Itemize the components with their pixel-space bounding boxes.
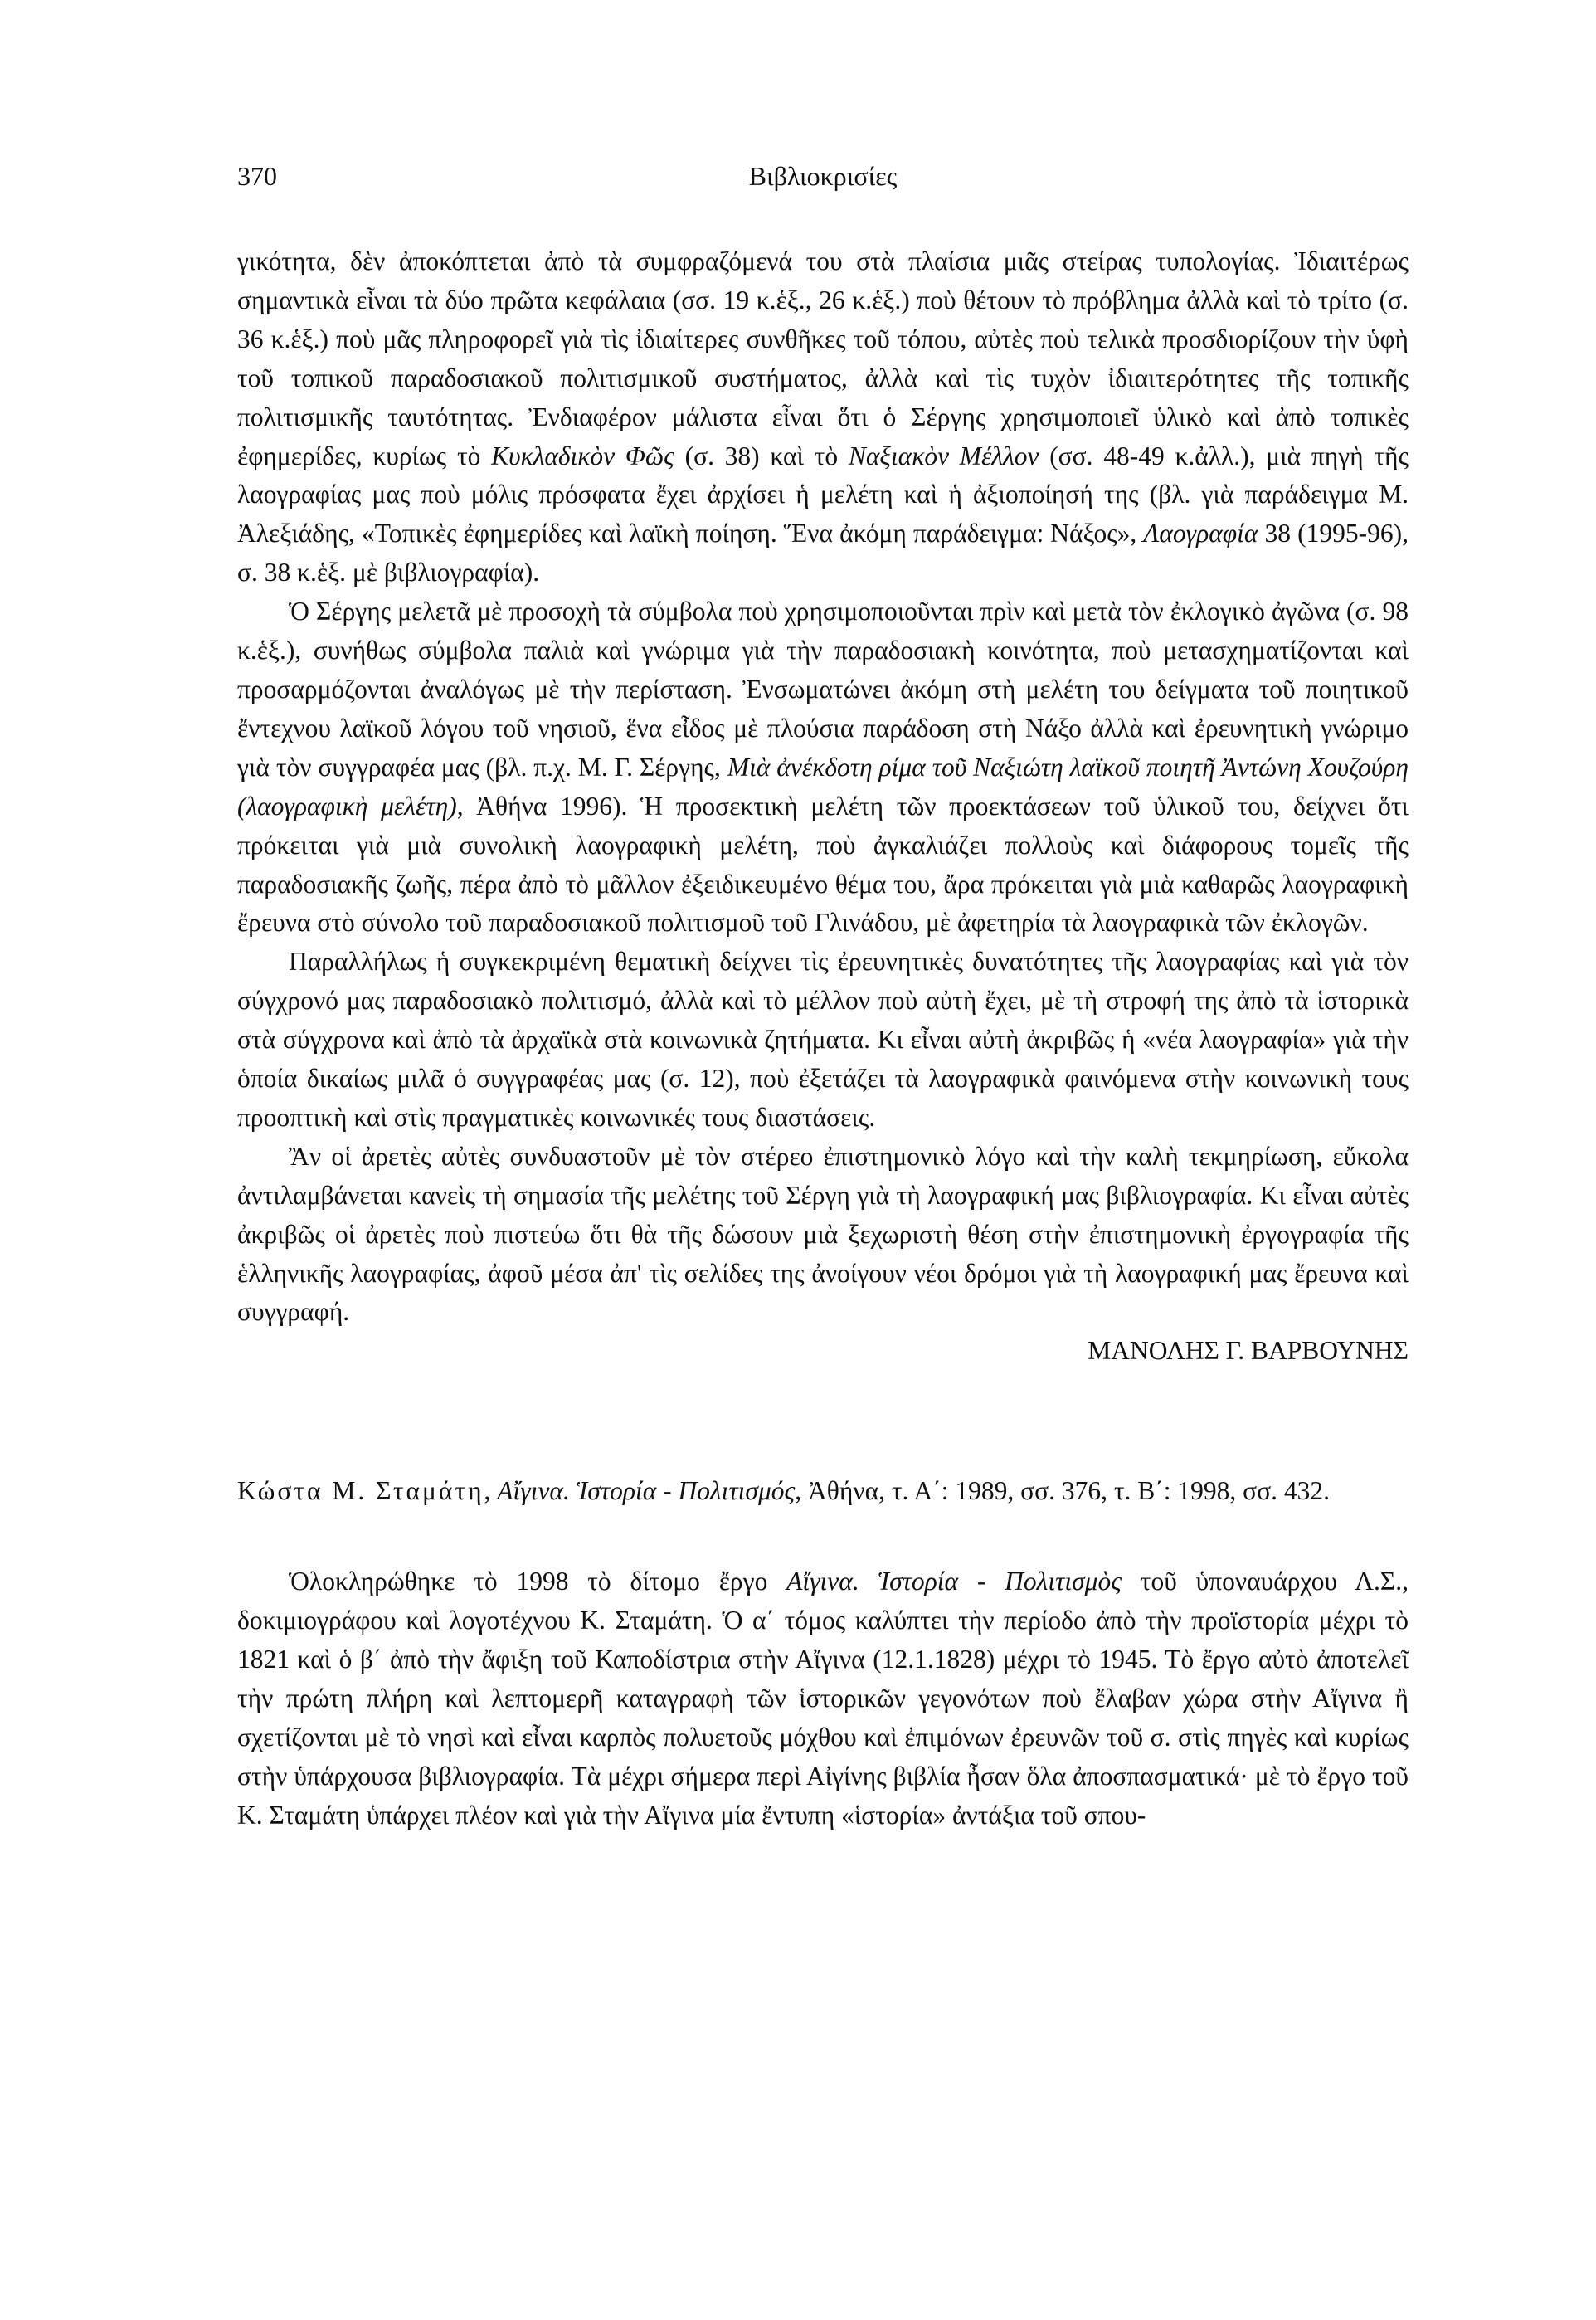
review1-paragraph-2 — [237, 592, 1409, 943]
text-segment: Παραλλήλως ἡ συγκεκριμένη θεματικὴ δείχνει τὶς ἐρευνητικὲς δυνατότητες τῆς λαογραφίας καὶ γιὰ τὸν σύγχρονό μας παραδοσιακὸ πολιτισμό, ἀλλὰ καὶ τὸ μέλλον ποὺ αὐτὴ ἔχει, μὲ τὴ στροφή της ἀπὸ τὰ ἱστορικὰ στὰ σύγχρονα καὶ ἀπὸ τὰ ἀρχαϊκὰ στὰ κοινωνικὰ ζητήματα. Κι εἶναι αὐτὴ ἀκριβῶς ἡ «νέα λαογραφία» γιὰ τὴν ὁποία δικαίως μιλᾶ ὁ συγγραφέας μας (σ. 12), ποὺ ἐξετάζει τὰ λαογραφικὰ φαινόμενα στὴν κοινωνικὴ τους προοπτικὴ καὶ στὶς πραγματικὲς κοινωνικές τους διαστάσεις. — [237, 947, 1409, 1132]
review1-paragraph-4 — [237, 1138, 1409, 1333]
text-segment: , Ἀθήνα, τ. Α΄: 1989, σσ. 376, τ. Β΄: 1998, σσ. 432. — [795, 1476, 1330, 1506]
italic-text-segment: Ναξιακὸν Μέλλον — [848, 441, 1039, 470]
text-segment: , Ἀθήνα 1996). Ἡ προσεκτικὴ μελέτη τῶν προεκτάσεων τοῦ ὑλικοῦ του, δείχνει ὅτι πρόκειται γιὰ μιὰ συνολικὴ λαογραφικὴ μελέτη, ποὺ ἀγκαλιάζει πολλοὺς καὶ διάφορους τομεῖς τῆς παραδοσιακῆς ζωῆς, πέρα ἀπὸ τὸ μᾶλλον ἐξειδικευμένο θέμα του, ἄρα πρόκειται γιὰ μιὰ καθαρῶς λαογραφικὴ ἔρευνα στὸ σύνολο τοῦ παραδοσιακοῦ πολιτισμοῦ τοῦ Γλινάδου, μὲ ἀφετηρία τὰ λαογραφικὰ τῶν ἐκλογῶν. — [237, 791, 1409, 938]
text-segment: Ὁ Σέργης μελετᾶ μὲ προσοχὴ τὰ σύμβολα ποὺ χρησιμοποιοῦνται πρὶν καὶ μετὰ τὸν ἐκλογικὸ ἀγῶνα (σ. 98 κ.ἑξ.), συνήθως σύμβολα παλιὰ καὶ γνώριμα γιὰ τὴν παραδοσιακὴ κοινότητα, ποὺ μετασχηματίζονται καὶ προσαρμόζονται ἀναλόγως μὲ τὴν περίσταση. Ἐνσωματώνει ἀκόμη στὴ μελέτη του δείγματα τοῦ ποιητικοῦ ἔντεχνου λαϊκοῦ λόγου τοῦ νησιοῦ, ἕνα εἶδος μὲ πλούσια παράδοση στὴ Νάξο ἀλλὰ καὶ ἐρευνητικὴ γνώριμο γιὰ τὸν συγγραφέα μας (βλ. π.χ. Μ. Γ. Σέργης, — [237, 597, 1409, 782]
italic-text-segment: Αἴγινα. Ἱστορία - Πολιτισμὸς — [786, 1567, 1122, 1596]
text-segment: (σσ. 48-49 κ.ἀλλ.), μιὰ πηγὴ τῆς λαογραφίας μας ποὺ μόλις πρόσφατα ἔχει ἀρχίσει ἡ μελέτη καὶ ἡ ἀξιοποίησή της (βλ. γιὰ παράδειγμα Μ. Ἀλεξιάδης, «Τοπικὲς ἐφημερίδες καὶ λαϊκὴ ποίηση. Ἕνα ἀκόμη παράδειγμα: Νάξος», — [237, 441, 1409, 548]
review2-paragraph-1 — [237, 1562, 1409, 1835]
italic-text-segment: Λαογραφία — [1143, 519, 1258, 548]
page-header — [237, 161, 1409, 194]
review2-bibliographic-entry — [237, 1472, 1409, 1511]
italic-text-segment: Κυκλαδικὸν Φῶς — [491, 441, 674, 470]
text-segment: , — [484, 1476, 498, 1506]
text-segment: Ἂν οἱ ἀρετὲς αὐτὲς συνδυαστοῦν μὲ τὸν στέρεο ἐπιστημονικὸ λόγο καὶ τὴν καλὴ τεκμηρίωση, εὔκολα ἀντιλαμβάνεται κανεὶς τὴ σημασία τῆς μελέτης τοῦ Σέργη γιὰ τὴ λαογραφική μας βιβλιογραφία. Κι εἶναι αὐτὲς ἀκριβῶς οἱ ἀρετὲς ποὺ πιστεύω ὅτι θὰ τῆς δώσουν μιὰ ξεχωριστὴ θέση στὴν ἐπιστημονικὴ ἐργογραφία τῆς ἑλληνικῆς λαογραφίας, ἀφοῦ μέσα ἀπ' τὶς σελίδες της ἀνοίγουν νέοι δρόμοι γιὰ τὴ λαογραφική μας ἔρευνα καὶ συγγραφή. — [237, 1141, 1409, 1327]
italic-text-segment: Αἴγινα. Ἱστορία - Πολιτισμός — [497, 1476, 796, 1506]
text-segment: γικότητα, δὲν ἀποκόπτεται ἀπὸ τὰ συμφραζόμενά του στὰ πλαίσια μιᾶς στείρας τυπολογίας. Ἰδιαιτέρως σημαντικὰ εἶναι τὰ δύο πρῶτα κεφάλαια (σσ. 19 κ.ἑξ., 26 κ.ἑξ.) ποὺ θέτουν τὸ πρόβλημα ἀλλὰ καὶ τὸ τρίτο (σ. 36 κ.ἑξ.) ποὺ μᾶς πληροφορεῖ γιὰ τὶς ἰδιαίτερες συνθῆκες τοῦ τόπου, αὐτὲς ποὺ τελικὰ προσδιορίζουν τὴν ὑφὴ τοῦ τοπικοῦ παραδοσιακοῦ πολιτισμικοῦ συστήματος, ἀλλὰ καὶ τὶς τυχὸν ἰδιαιτερότητες τῆς τοπικῆς πολιτισμικῆς ταυτότητας. Ἐνδιαφέρον μάλιστα εἶναι ὅτι ὁ Σέργης χρησιμοποιεῖ ὑλικὸ καὶ ἀπὸ τοπικὲς ἐφημερίδες, κυρίως τὸ — [237, 246, 1409, 470]
page-number: 370 — [237, 161, 277, 191]
text-segment: Ὁλοκληρώθηκε τὸ 1998 τὸ δίτομο ἔργο — [289, 1567, 787, 1596]
reviewer-signature: ΜΑΝΟΛΗΣ Γ. ΒΑΡΒΟΥΝΗΣ — [1088, 1336, 1409, 1366]
text-segment: τοῦ ὑποναυάρχου Λ.Σ., δοκιμιογράφου καὶ λογοτέχνου Κ. Σταμάτη. Ὁ α΄ τόμος καλύπτει τὴν περίοδο ἀπὸ τὴν προϊστορία μέχρι τὸ 1821 καὶ ὁ β΄ ἀπὸ τὴν ἄφιξη τοῦ Καποδίστρια στὴν Αἴγινα (12.1.1828) μέχρι τὸ 1945. Τὸ ἔργο αὐτὸ ἀποτελεῖ τὴν πρώτη πλήρη καὶ λεπτομερῆ καταγραφὴ τῶν ἱστορικῶν γεγονότων ποὺ ἔλαβαν χώρα στὴν Αἴγινα ἢ σχετίζονται μὲ τὸ νησὶ καὶ εἶναι καρπὸς πολυετοῦς μόχθου καὶ ἐπιμόνων ἐρευνῶν τοῦ σ. στὶς πηγὲς καὶ κυρίως στὴν ὑπάρχουσα βιβλιογραφία. Τὰ μέχρι σήμερα περὶ Αἰγίνης βιβλία ἦσαν ὅλα ἀποσπασματικά· μὲ τὸ ἔργο τοῦ Κ. Σταμάτη ὑπάρχει πλέον καὶ γιὰ τὴν Αἴγινα μία ἔντυπη «ἱστορία» ἀντάξια τοῦ σπου- — [237, 1567, 1409, 1830]
review1-paragraph-1 — [237, 242, 1409, 592]
text-segment: (σ. 38) καὶ τὸ — [674, 441, 849, 470]
text-segment: 38 (1995-96), σ. 38 κ.ἑξ. μὲ βιβλιογραφία). — [237, 519, 1409, 587]
italic-text-segment: Μιὰ ἀνέκδοτη ρίμα τοῦ Ναξιώτη λαϊκοῦ ποιητῆ Ἀντώνη Χουζούρη (λαογραφικὴ μελέτη) — [237, 752, 1409, 821]
author-name: Κώστα Μ. Σταμάτη — [237, 1476, 484, 1506]
section-gap — [237, 1371, 1409, 1472]
running-title: Βιβλιοκρισίες — [748, 161, 898, 191]
page-body — [237, 242, 1409, 1835]
section-gap — [237, 1511, 1409, 1562]
review1-paragraph-3 — [237, 943, 1409, 1138]
